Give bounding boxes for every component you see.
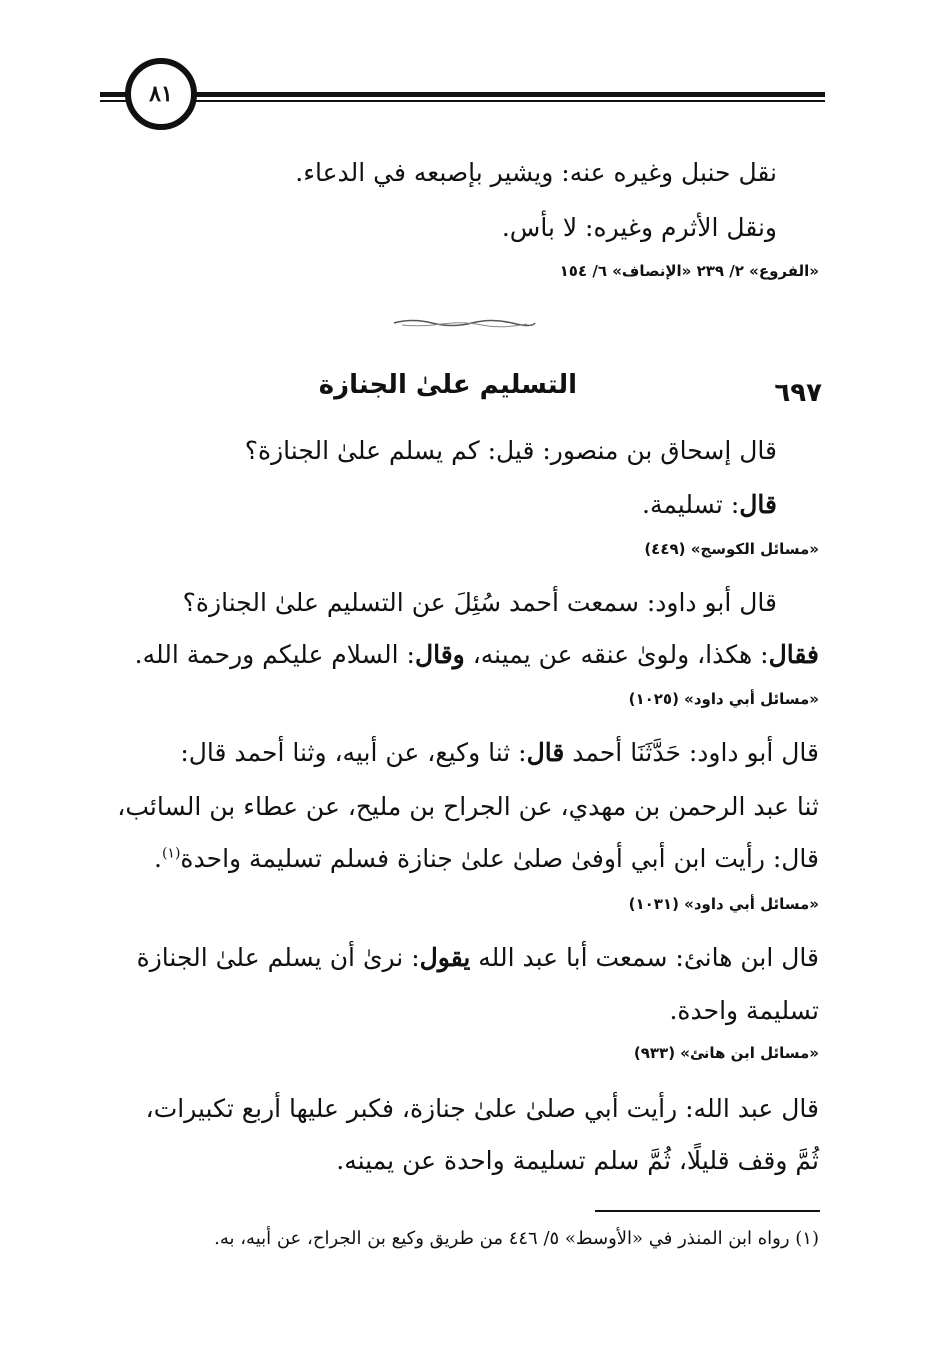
text-line: ونقل الأثرم وغيره: لا بأس. bbox=[501, 213, 777, 242]
header-rule-thick bbox=[100, 92, 825, 97]
text-span: : ثنا وكيع، عن أبيه، وثنا أحمد قال: bbox=[180, 738, 527, 767]
text-line bbox=[135, 642, 819, 667]
bold-word: وقال bbox=[414, 640, 465, 669]
text-line bbox=[154, 846, 819, 871]
page-number-badge bbox=[125, 58, 197, 130]
page-number: ٨١ bbox=[149, 81, 173, 107]
text-line: قال إسحاق بن منصور: قيل: كم يسلم علىٰ الجنازة؟ bbox=[244, 436, 777, 465]
reference: «مسائل الكوسج» (٤٤٩) bbox=[644, 540, 819, 558]
header-rule-thin bbox=[100, 100, 825, 102]
section-title: التسليم علىٰ الجنازة bbox=[318, 370, 577, 400]
text-span: : هكذا، ولوىٰ عنقه عن يمينه، bbox=[464, 640, 769, 669]
bold-word: قال bbox=[739, 490, 777, 519]
text-line: ثنا عبد الرحمن بن مهدي، عن الجراح بن مليح، عن عطاء بن السائب، bbox=[117, 792, 819, 821]
text-span: . bbox=[153, 844, 162, 873]
reference: «مسائل أبي داود» (١٠٢٥) bbox=[628, 690, 819, 708]
bold-word: قال bbox=[526, 738, 565, 767]
reference: «الفروع» ٢/ ٢٣٩ «الإنصاف» ٦/ ١٥٤ bbox=[559, 262, 819, 280]
text-span: : تسليمة. bbox=[642, 490, 740, 519]
reference: «مسائل ابن هانئ» (٩٣٣) bbox=[633, 1044, 819, 1062]
section-number: ٦٩٧ bbox=[774, 378, 822, 408]
footnote: (١) رواه ابن المنذر في «الأوسط» ٥/ ٤٤٦ من طريق وكيع بن الجراح، عن أبيه، به. bbox=[214, 1228, 819, 1249]
bold-word: يقول bbox=[419, 943, 471, 972]
ornament-divider bbox=[392, 318, 537, 328]
text-span: : نرىٰ أن يسلم علىٰ الجنازة bbox=[136, 943, 420, 972]
text-line: قال عبد الله: رأيت أبي صلىٰ علىٰ جنازة، فكبر عليها أربع تكبيرات، bbox=[145, 1094, 819, 1123]
text-line: تسليمة واحدة. bbox=[669, 996, 819, 1025]
text-span: قال: رأيت ابن أبي أوفىٰ صلىٰ علىٰ جنازة فسلم تسليمة واحدة bbox=[180, 844, 819, 873]
text-line bbox=[642, 492, 777, 517]
text-line: نقل حنبل وغيره عنه: ويشير بإصبعه في الدعاء. bbox=[295, 158, 777, 187]
text-line bbox=[180, 740, 819, 765]
text-span: : السلام عليكم ورحمة الله. bbox=[134, 640, 415, 669]
text-span: قال ابن هانئ: سمعت أبا عبد الله bbox=[470, 943, 819, 972]
bold-word: فقال bbox=[768, 640, 819, 669]
text-line: قال أبو داود: سمعت أحمد سُئِلَ عن التسليم علىٰ الجنازة؟ bbox=[182, 588, 777, 617]
reference: «مسائل أبي داود» (١٠٣١) bbox=[628, 895, 819, 913]
text-line: ثُمَّ وقف قليلًا، ثُمَّ سلم تسليمة واحدة عن يمينه. bbox=[336, 1146, 819, 1175]
text-line bbox=[137, 945, 819, 970]
footnote-rule bbox=[595, 1210, 820, 1212]
footnote-marker[interactable]: (١) bbox=[161, 845, 181, 862]
text-span: قال أبو داود: حَدَّثَنَا أحمد bbox=[564, 738, 819, 767]
